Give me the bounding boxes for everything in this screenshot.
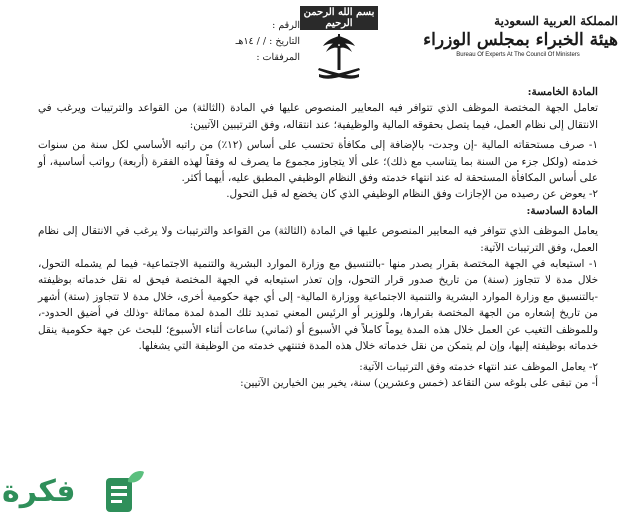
article-6-intro: يعامل الموظف الذي تتوافر فيه المعايير المنصوص عليها في المادة (الثالثة) من القواعد والترتيبات ولا يرغب في الانتقال إلى نظام العمل، وفق الترتيبات الآتية: [38,225,598,254]
document-body [38,84,598,391]
number-field: الرقم : [272,20,300,31]
attachments-label: المرفقات [262,52,300,63]
article-6-heading: المادة السادسة: [526,204,598,217]
letterhead-emblem [300,6,378,86]
reference-fields [140,18,300,66]
article-5-heading: المادة الخامسة: [527,86,598,98]
article-6-item-1: ١- استيعابه في الجهة المختصة بقرار يصدر منها -بالتنسيق مع وزارة الموارد البشرية والتنمية الاجتماعية- فيما لم يشمله التحول، خلال مدة لا تتجاوز (سنة) من تاريخ صدور قرار التحول، وإن تعذر استيعابه في الجهة المختصة فيحق له نقل خدماته بوظيفته -بالتنسيق مع وزارة الموارد البشرية والتنمية الاجتماعية ووزارة المالية- إلى أي جهة حكومية أخرى، خلال مدة لا تتجاوز (ستة) أشهر من تاريخ إشعاره من الجهة المختصة بقرارها، وللوزير أو الرئيس المعني تمديد تلك المدة لمدة مماثلة -وذلك في أضيق الحدود-، وللموظف التغيب عن العمل خلال هذه المدة يوماً كاملاً في الأسبوع أو (ثماني) ساعات أثناء الأسبوع؛ للبحث عن جهة حكومية ينقل خدماته بوظيفته إليها، وإن لم يتمكن من نقل خدماته خلال هذه المدة فتنتهي خدمته من الوظيفة التي يشغلها. [38,258,598,353]
document-leaf-icon [102,468,146,516]
watermark-logo [2,466,152,522]
basmala-text: بسم الله الرحمن الرحيم [300,6,378,30]
country-name: المملكة العربية السعودية [494,14,618,28]
bureau-name-english: Bureau Of Experts At The Council Of Ministers [456,52,580,58]
article-6-item-2a: أ- من تبقى على بلوغه سن التقاعد (خمس وعشرين) سنة، يخير بين الخيارين الآتيين: [240,376,598,389]
article-5-item-2: ٢- يعوض عن رصيده من الإجازات وفق النظام الوظيفي الذي كان يخضع له قبل التحول. [226,188,598,201]
article-5-item-1: ١- صرف مستحقاته المالية -إن وجدت- بالإضافة إلى مكافأة تحتسب على أساس (١٢٪) من راتبه الأساسي لكل سنة من سنوات خدمته (ولكل جزء من السنة بما يتناسب مع ذلك)؛ على ألا يتجاوز مجموع ما يصرف له وفقاً لهذه الفقرة (أربعة) رواتب أساسية، أو على أساس المكافأة المستحقة له عند انتهاء خدمته وفق النظام الوظيفي المطبق عليه، أيهما أكثر. [38,139,599,185]
date-field: التاريخ : / / ١٤هـ [235,36,300,47]
letterhead-organization [418,14,618,58]
attachments-field: المرفقات : [256,52,300,63]
palm-swords-emblem-icon [313,32,365,86]
article-6-item-2: ٢- يعامل الموظف عند انتهاء خدمته وفق الترتيبات الآتية: [359,360,598,373]
bureau-name-arabic: هيئة الخبراء بمجلس الوزراء [423,30,618,50]
watermark-brand-text: فكرة [2,474,76,509]
article-5-intro: تعامل الجهة المختصة الموظف الذي تتوافر فيه المعايير المنصوص عليها في المادة (الثالثة) من القواعد والترتيبات ويرغب في الانتقال إلى نظام العمل، فيما يتصل بحقوقه المالية والوظيفية؛ عند انتقاله، وفق الترتيبين الآتيين: [38,102,598,131]
number-label: الرقم [278,20,300,31]
